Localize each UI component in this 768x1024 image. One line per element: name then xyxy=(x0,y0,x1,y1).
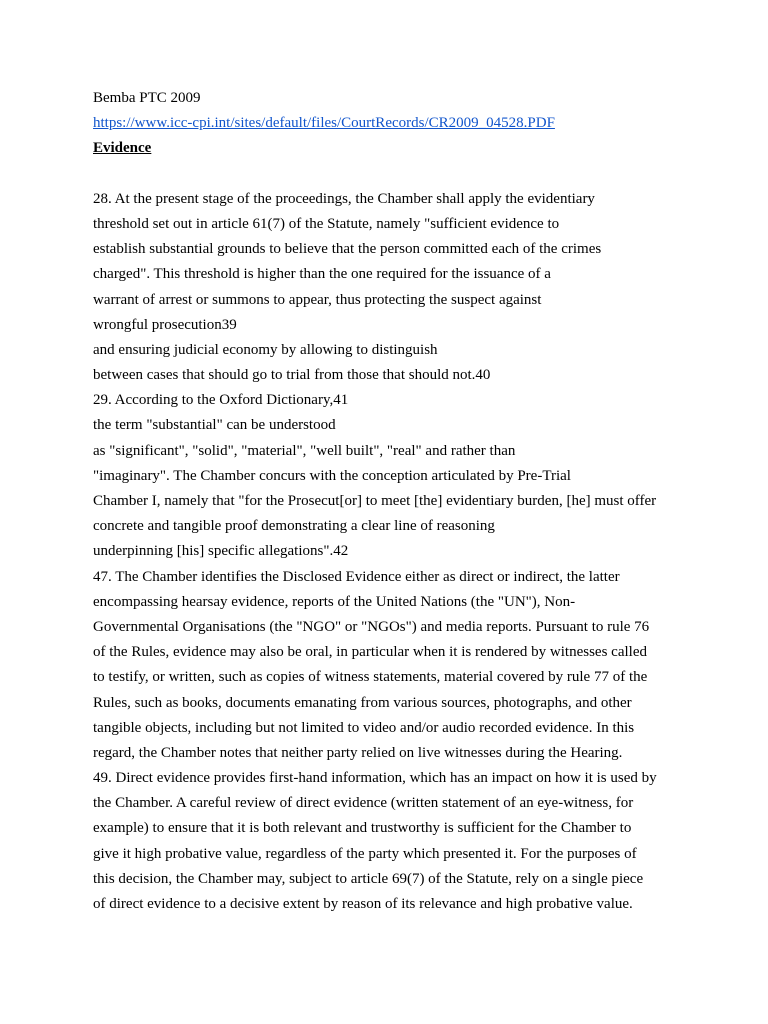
document-title: Bemba PTC 2009 xyxy=(93,90,201,106)
text-line: 49. Direct evidence provides first-hand information, which has an impact on how it is used by xyxy=(93,770,657,787)
text-line: Chamber I, namely that "for the Prosecut[or] to meet [the] evidentiary burden, [he] must offer xyxy=(93,493,657,509)
text-line: example) to ensure that it is both relevant and trustworthy is sufficient for the Chamber to xyxy=(93,820,632,837)
text-line: "imaginary". The Chamber concurs with the conception articulated by Pre-Trial xyxy=(93,467,571,484)
section-heading: Evidence xyxy=(93,140,152,157)
document-page xyxy=(93,86,693,917)
blank-line xyxy=(93,162,693,187)
text-line: wrongful prosecution39 xyxy=(93,316,237,333)
text-line: give it high probative value, regardless of the party which presented it. For the purposes of xyxy=(93,845,637,862)
text-line: the term "substantial" can be understood xyxy=(93,417,336,434)
body-text xyxy=(93,187,693,917)
text-line: warrant of arrest or summons to appear, thus protecting the suspect against xyxy=(93,291,542,308)
source-link[interactable]: https://www.icc-cpi.int/sites/default/files/CourtRecords/CR2009_04528.PDF xyxy=(93,115,555,132)
text-line: threshold set out in article 61(7) of the Statute, namely "sufficient evidence to xyxy=(93,215,560,232)
text-line: 47. The Chamber identifies the Disclosed Evidence either as direct or indirect, the latter xyxy=(93,568,620,585)
text-line: concrete and tangible proof demonstrating a clear line of reasoning xyxy=(93,518,495,535)
text-line: charged". This threshold is higher than the one required for the issuance of a xyxy=(93,266,551,283)
text-line: the Chamber. A careful review of direct evidence (written statement of an eye-witness, for xyxy=(93,795,634,812)
text-line: this decision, the Chamber may, subject to article 69(7) of the Statute, rely on a single piece xyxy=(93,870,644,887)
text-line: of direct evidence to a decisive extent by reason of its relevance and high probative value. xyxy=(93,896,633,912)
text-line: regard, the Chamber notes that neither party relied on live witnesses during the Hearing. xyxy=(93,744,623,761)
text-line: to testify, or written, such as copies of witness statements, material covered by rule 77 of the xyxy=(93,669,648,686)
text-line: 28. At the present stage of the proceedings, the Chamber shall apply the evidentiary xyxy=(93,190,595,207)
text-line: 29. According to the Oxford Dictionary,41 xyxy=(93,392,349,409)
text-line: as "significant", "solid", "material", "well built", "real" and rather than xyxy=(93,442,516,459)
text-line: of the Rules, evidence may also be oral, in particular when it is rendered by witnesses called xyxy=(93,644,647,661)
text-line: Governmental Organisations (the "NGO" or "NGOs") and media reports. Pursuant to rule 76 xyxy=(93,618,650,635)
text-line: and ensuring judicial economy by allowing to distinguish xyxy=(93,341,438,358)
text-line: between cases that should go to trial from those that should not.40 xyxy=(93,367,491,384)
text-line: tangible objects, including but not limited to video and/or audio recorded evidence. In this xyxy=(93,719,635,736)
text-line: Rules, such as books, documents emanating from various sources, photographs, and other xyxy=(93,694,632,711)
text-line: encompassing hearsay evidence, reports of the United Nations (the "UN"), Non- xyxy=(93,593,576,610)
text-line: establish substantial grounds to believe that the person committed each of the crimes xyxy=(93,241,602,258)
text-line: underpinning [his] specific allegations".42 xyxy=(93,543,349,560)
